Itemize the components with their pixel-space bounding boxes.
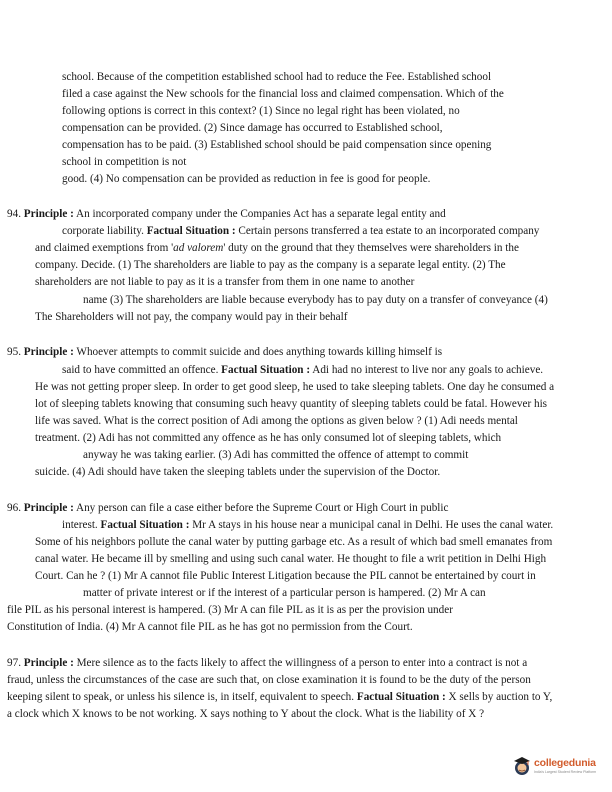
q96-line-1 [7,501,448,515]
q96-principle-text-cont: interest. [62,519,101,531]
q96-line-7: file PIL as his personal interest is hampered. (3) Mr A can file PIL as it is as per the provision under [7,604,453,616]
q96-fact-text: Mr A stays in his house near a municipal canal in Delhi. He uses the canal water. [189,519,554,531]
q95-line-7: anyway he was taking earlier. (3) Adi has committed the offence of attempt to commit [83,449,469,461]
q97-line-4: a clock which X knows to be not working. X says nothing to Y about the clock. What is the liability of X ? [7,708,485,720]
q96-principle-label: Principle : [23,502,74,514]
logo-tagline: India's Largest Student Review Platform [534,770,597,774]
q95-fact-label: Factual Situation : [221,364,311,376]
q93-line-6: school in competition is not [62,156,187,168]
q97-number: 97. [7,657,21,669]
q93-line-2: filed a case against the New schools for the financial loss and claimed compensation. Which of the [62,88,504,100]
q96-number: 96. [7,502,21,514]
q95-line-4: lot of sleeping tablets knowing that consuming such heavy quantity of sleeping tablets could be fatal. However his [35,398,548,410]
q96-line-3: Some of his neighbors pollute the canal water by putting garbage etc. As a result of which bad smell emanates from [35,536,553,548]
q97-line-3 [7,690,552,704]
q94-principle-text: An incorporated company under the Companies Act has a separate legal entity and [73,208,446,220]
q94-principle-label: Principle : [23,208,74,220]
q95-line-8: suicide. (4) Adi should have taken the sleeping tablets under the supervision of the Doctor. [35,466,441,478]
q95-principle-text: Whoever attempts to commit suicide and does anything towards killing himself is [73,346,443,358]
q93-line-7: good. (4) No compensation can be provided as reduction in fee is good for people. [62,173,431,185]
q93-line-4: compensation can be provided. (2) Since damage has occurred to Established school, [62,122,443,134]
q93-line-3: following options is correct in this context? (1) Since no legal right has been violated, no [62,105,460,117]
q97-principle-label: Principle : [23,657,74,669]
logo-brand-text: collegedunia [534,757,596,769]
q95-number: 95. [7,346,21,358]
q95-principle-label: Principle : [23,346,74,358]
q94-line-1 [7,207,446,221]
q94-line-2 [62,224,539,238]
q94-fact-label: Factual Situation : [146,225,236,237]
q95-line-3: He was not getting proper sleep. In order to get good sleep, he used to take sleeping tablets. One day he consumed a [35,381,555,393]
q94-line-6: name (3) The shareholders are liable because everybody has to pay duty on a transfer of conveyance (4) [83,294,548,306]
q96-line-6: matter of private interest or if the interest of a particular person is hampered. (2) Mr A can [83,587,486,599]
q95-fact-text: Adi had no interest to live nor any goals to achieve. [310,364,544,376]
q97-fact-label: Factual Situation : [356,691,446,703]
q97-line-1 [7,656,527,670]
q94-fact-text-a: and claimed exemptions from ' [35,242,174,254]
q97-line-2: fraud, unless the circumstances of the case are such that, on close examination it is found to be the duty of the person [7,674,531,686]
q95-line-1 [7,345,442,359]
q97-principle-text-cont: keeping silent to speak, or unless his silence is, in itself, equivalent to speech. [7,691,357,703]
q95-line-6: treatment. (2) Adi has not committed any offence as he has only consumed lot of sleeping tablets, which [35,432,502,444]
collegedunia-logo[interactable] [508,754,604,780]
graduate-avatar-icon [512,755,532,777]
q96-principle-text: Any person can file a case either before the Supreme Court or High Court in public [73,502,449,514]
q94-line-5: shareholders are not liable to pay as it is a transfer from them in one name to another [35,276,415,288]
q94-principle-text-cont: corporate liability. [62,225,147,237]
q93-line-5: compensation has to be paid. (3) Established school should be paid compensation since opening [62,139,492,151]
q94-line-4: company. Decide. (1) The shareholders are liable to pay as the company is a separate legal entity. (2) The [35,259,506,271]
q97-fact-text: X sells by auction to Y, [445,691,553,703]
q94-italic-term: ad valorem [173,242,224,254]
q93-line-1: school. Because of the competition established school had to reduce the Fee. Established school [62,71,492,83]
q96-line-5: Court. Can he ? (1) Mr A cannot file Public Interest Litigation because the PIL cannot be entertained by court in [35,570,536,582]
q96-line-8: Constitution of India. (4) Mr A cannot file PIL as he has got no permission from the Court. [7,621,413,633]
q96-line-4: canal water. He became ill by smelling and using such canal water. He thought to file a writ petition in Delhi High [35,553,547,565]
q94-line-3 [35,241,519,255]
q94-number: 94. [7,208,21,220]
q95-line-5: life was saved. What is the correct position of Adi among the options as given below ? (1) Adi needs mental [35,415,518,427]
q96-fact-label: Factual Situation : [100,519,190,531]
q95-principle-text-cont: said to have committed an offence. [62,364,222,376]
q94-fact-text-b: ' duty on the ground that they themselves were shareholders in the [223,242,519,254]
q95-line-2 [62,363,543,377]
q94-line-7: The Shareholders will not pay, the company would pay in their behalf [35,311,348,323]
q97-principle-text: Mere silence as to the facts likely to affect the willingness of a person to enter into a contract is not a [73,657,528,669]
q96-line-2 [62,518,553,532]
q94-fact-text: Certain persons transferred a tea estate to an incorporated company [235,225,540,237]
